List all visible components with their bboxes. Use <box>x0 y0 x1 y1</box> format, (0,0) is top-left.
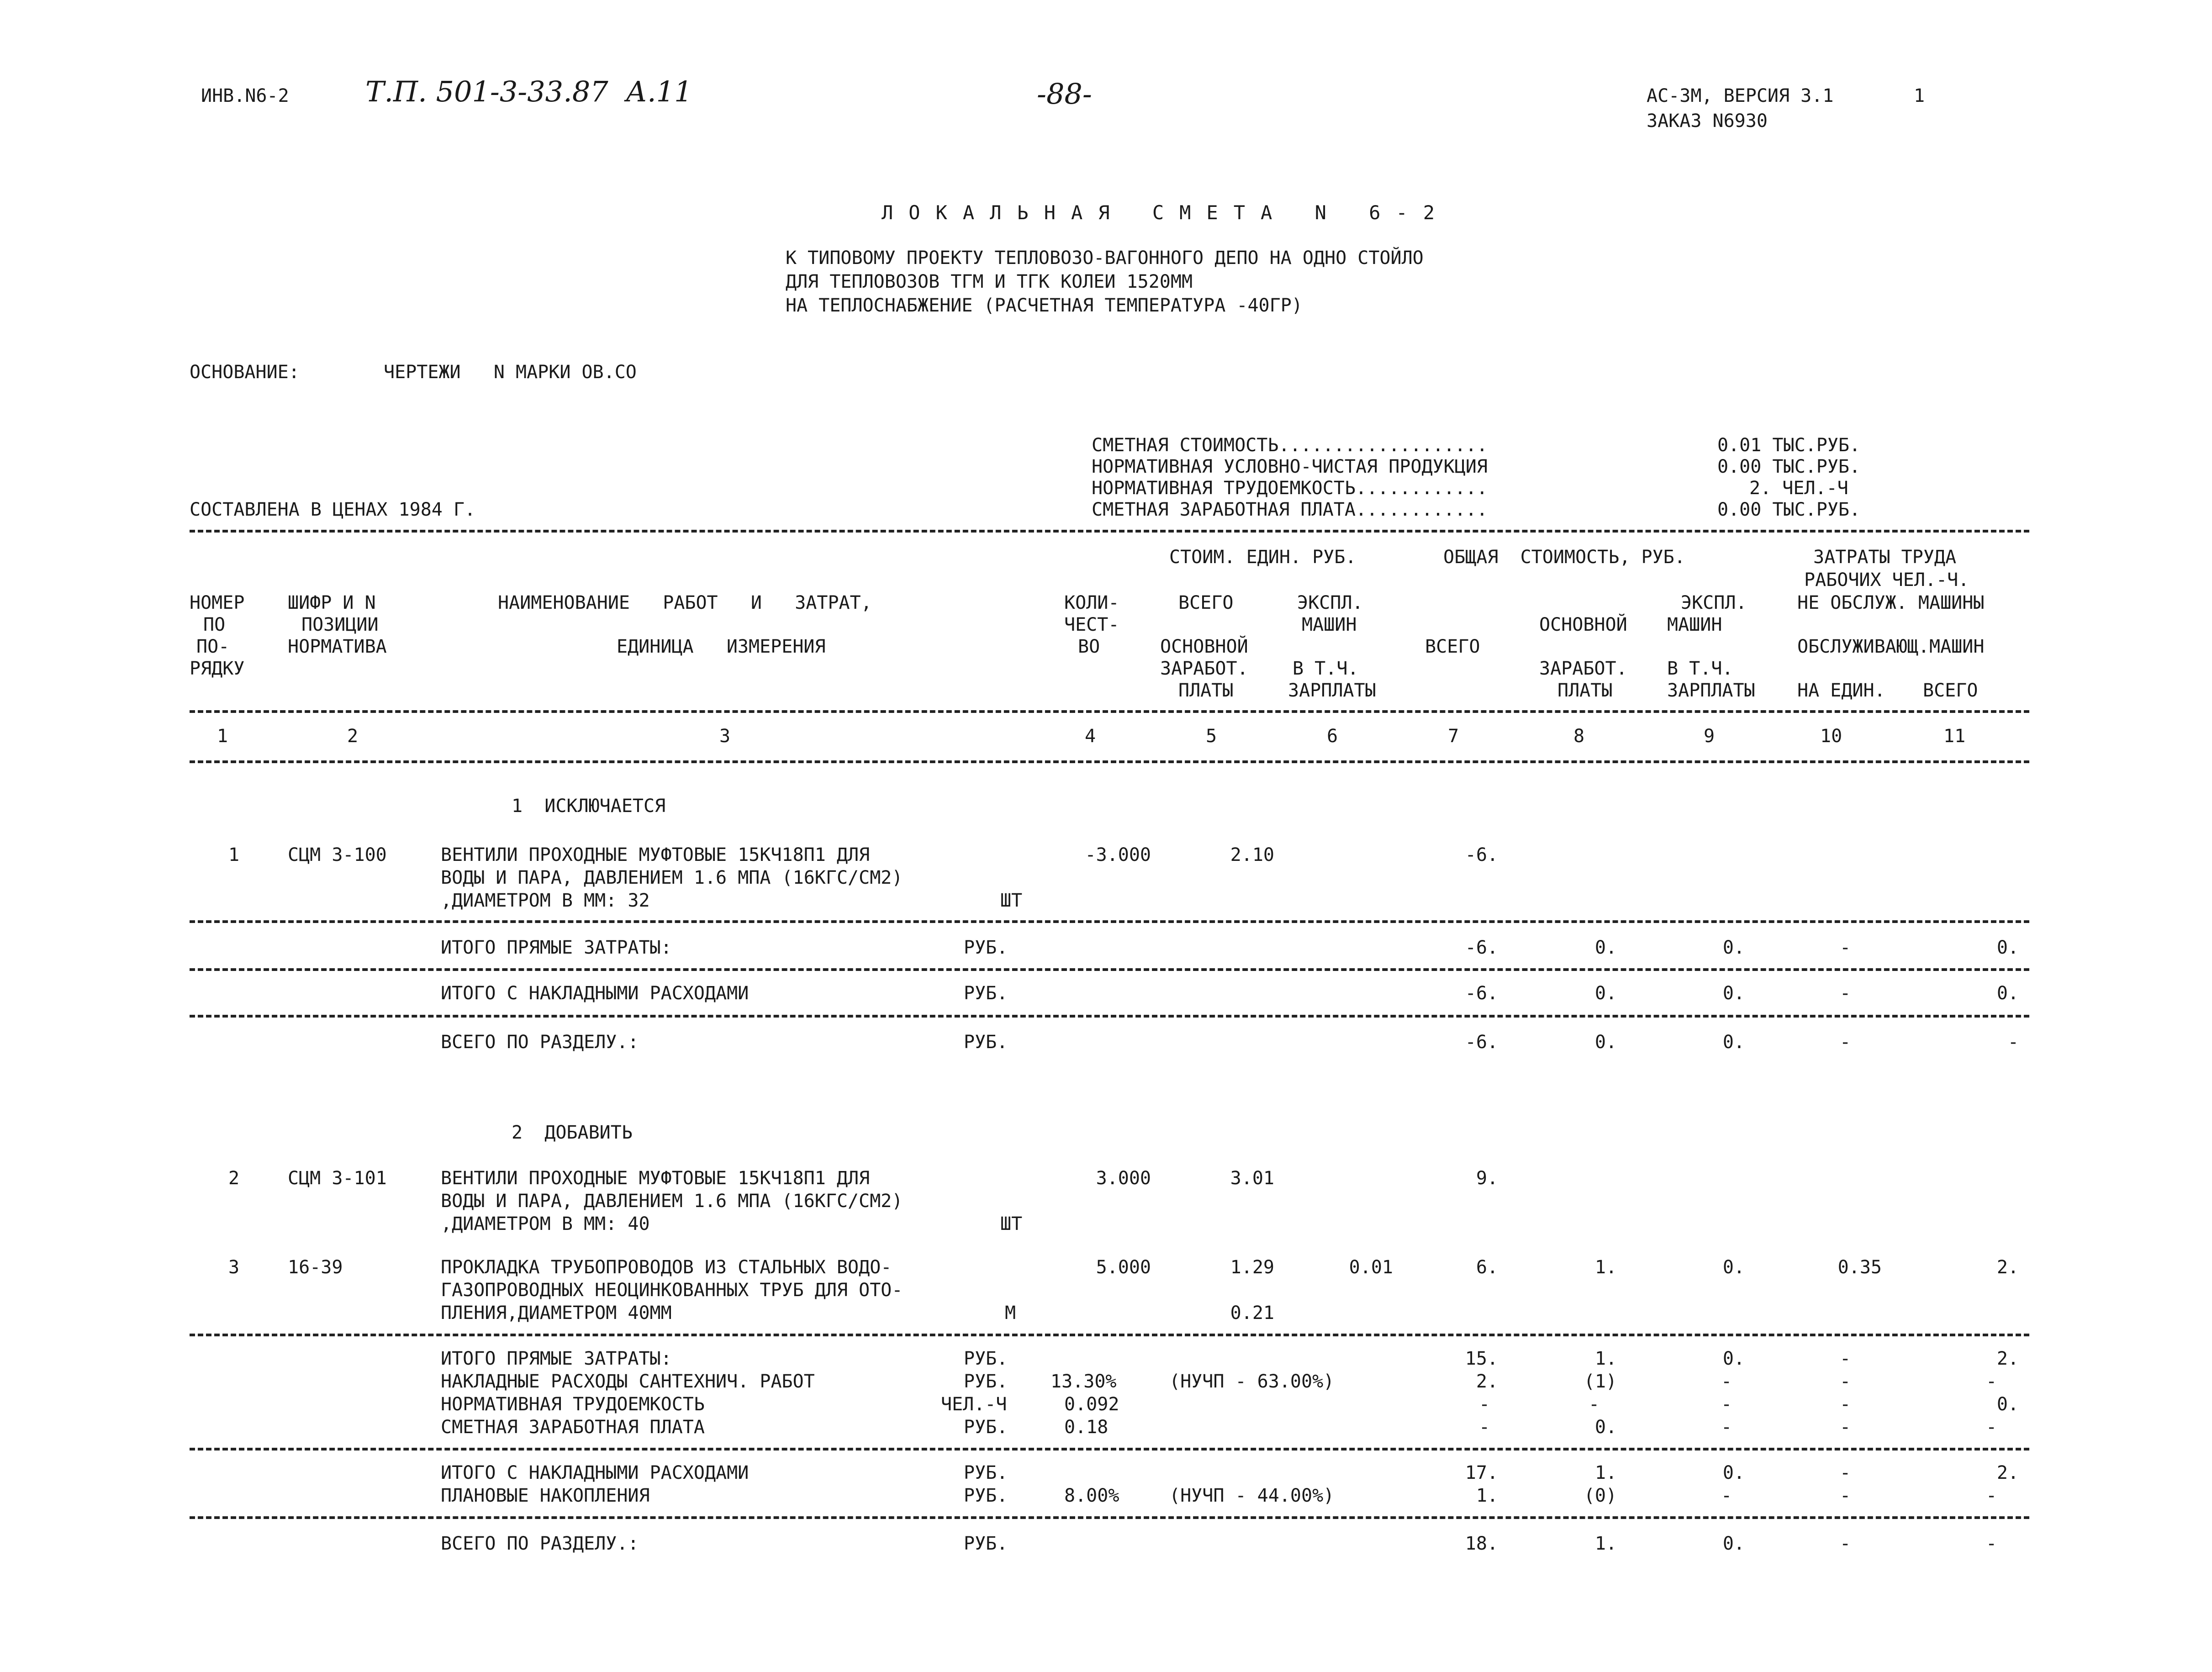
s2-planned-unit: РУБ. <box>964 1485 1008 1506</box>
s2-wage-c9: - <box>1721 1417 1732 1438</box>
colnum-8: 8 <box>1573 726 1585 747</box>
s2-labor-c10: - <box>1839 1394 1851 1415</box>
rule <box>190 1334 2029 1336</box>
s1-overhead-label: ИТОГО С НАКЛАДНЫМИ РАСХОДАМИ <box>441 983 749 1004</box>
row3-c8: 1. <box>1594 1257 1617 1278</box>
s1-total-c9: 0. <box>1722 1032 1745 1053</box>
hdr-col3-a: НАИМЕНОВАНИЕ РАБОТ И ЗАТРАТ, <box>498 592 872 613</box>
s1-overhead-unit: РУБ. <box>964 983 1008 1004</box>
s1-total-c10: - <box>1839 1032 1851 1053</box>
hdr-col4-c: ВО <box>1078 636 1100 657</box>
hdr-group-labor-b: РАБОЧИХ ЧЕЛ.-Ч. <box>1804 570 1969 591</box>
order-number: ЗАКАЗ N6930 <box>1647 111 1768 132</box>
s2-planned-note: (НУЧП - 44.00%) <box>1169 1485 1335 1506</box>
s2-wage-c7: - <box>1478 1417 1490 1438</box>
rule <box>190 920 2029 923</box>
s2-wage-c10: - <box>1839 1417 1851 1438</box>
prices-line: СОСТАВЛЕНА В ЦЕНАХ 1984 Г. <box>190 499 476 520</box>
row1-desc-1: ВЕНТИЛИ ПРОХОДНЫЕ МУФТОВЫЕ 15КЧ18П1 ДЛЯ <box>441 844 870 865</box>
hdr-col9-d: ЗАРПЛАТЫ <box>1667 680 1755 701</box>
colnum-2: 2 <box>347 726 359 747</box>
s1-total-unit: РУБ. <box>964 1032 1008 1053</box>
s2-direct-c9: 0. <box>1722 1348 1745 1369</box>
hdr-col4-b: ЧЕСТ- <box>1064 614 1119 635</box>
row3-qty: 5.000 <box>1096 1257 1151 1278</box>
s2-overhead-c11: - <box>1985 1371 1997 1392</box>
s2-planned-c9: - <box>1721 1485 1732 1506</box>
row2-num: 2 <box>228 1168 240 1189</box>
s2-overhead-pct: 13.30% <box>1051 1371 1117 1392</box>
row3-c10: 0.35 <box>1837 1257 1882 1278</box>
hdr-group-unit: СТОИМ. ЕДИН. РУБ. <box>1169 547 1357 568</box>
subtitle-line-1: К ТИПОВОМУ ПРОЕКТУ ТЕПЛОВОЗО-ВАГОННОГО ДЕПО НА ОДНО СТОЙЛО <box>786 248 1424 269</box>
s2-total-c11: - <box>1985 1533 1997 1554</box>
row2-total: 9. <box>1476 1168 1498 1189</box>
hdr-col10-a: НЕ ОБСЛУЖ. МАШИНЫ <box>1797 592 1985 613</box>
row1-num: 1 <box>228 844 240 865</box>
s2-with-overhead-unit: РУБ. <box>964 1462 1008 1483</box>
hdr-col9-b: МАШИН <box>1667 614 1722 635</box>
colnum-6: 6 <box>1327 726 1338 747</box>
section-1-heading: 1 ИСКЛЮЧАЕТСЯ <box>512 796 666 817</box>
summary-label-4: СМЕТНАЯ ЗАРАБОТНАЯ ПЛАТА............ <box>1092 499 1488 520</box>
s2-direct-c10: - <box>1839 1348 1851 1369</box>
hdr-col7: ВСЕГО <box>1425 636 1480 657</box>
row3-desc-1: ПРОКЛАДКА ТРУБОПРОВОДОВ ИЗ СТАЛЬНЫХ ВОДО- <box>441 1257 892 1278</box>
hdr-col4-a: КОЛИ- <box>1064 592 1119 613</box>
hdr-col10-b: ОБСЛУЖИВАЮЩ.МАШИН <box>1797 636 1985 657</box>
s2-labor-label: НОРМАТИВНАЯ ТРУДОЕМКОСТЬ <box>441 1394 705 1415</box>
s1-overhead-c10: - <box>1839 983 1851 1004</box>
s2-direct-c8: 1. <box>1594 1348 1617 1369</box>
s2-wage-c11: - <box>1985 1417 1997 1438</box>
s2-labor-c11: 0. <box>1996 1394 2019 1415</box>
hdr-col6-b: МАШИН <box>1302 614 1357 635</box>
row2-unit: ШТ <box>1000 1213 1023 1234</box>
program-version: АС-3М, ВЕРСИЯ 3.1 <box>1647 85 1834 106</box>
s2-overhead-c7: 2. <box>1476 1371 1498 1392</box>
hdr-col5-b: ОСНОВНОЙ <box>1160 636 1248 657</box>
colnum-4: 4 <box>1085 726 1096 747</box>
hdr-col2-b: ПОЗИЦИИ <box>301 614 379 635</box>
s1-overhead-c7: -6. <box>1465 983 1498 1004</box>
row3-unit: М <box>1005 1303 1016 1324</box>
s2-total-c10: - <box>1839 1533 1851 1554</box>
s1-direct-c9: 0. <box>1722 937 1745 958</box>
s2-labor-c7: - <box>1478 1394 1490 1415</box>
row1-price: 2.10 <box>1230 844 1274 865</box>
s2-labor-c9: - <box>1721 1394 1732 1415</box>
hdr-col2-a: ШИФР И N <box>288 592 376 613</box>
row2-desc-2: ВОДЫ И ПАРА, ДАВЛЕНИЕМ 1.6 МПА (16КГС/СМ2) <box>441 1191 903 1212</box>
colnum-3: 3 <box>719 726 731 747</box>
s2-direct-c7: 15. <box>1465 1348 1498 1369</box>
document-title: ЛОКАЛЬНАЯ СМЕТА N 6-2 <box>882 201 1451 224</box>
album-number: А.11 <box>626 75 692 108</box>
row3-c11: 2. <box>1996 1257 2019 1278</box>
s2-with-overhead-c9: 0. <box>1722 1462 1745 1483</box>
s2-wage-c8: 0. <box>1594 1417 1617 1438</box>
s2-direct-c11: 2. <box>1996 1348 2019 1369</box>
s2-overhead-unit: РУБ. <box>964 1371 1008 1392</box>
rule <box>190 710 2029 713</box>
row2-price: 3.01 <box>1230 1168 1274 1189</box>
s1-overhead-c11: 0. <box>1996 983 2019 1004</box>
row1-desc-2: ВОДЫ И ПАРА, ДАВЛЕНИЕМ 1.6 МПА (16КГС/СМ2) <box>441 867 903 888</box>
s1-total-c8: 0. <box>1594 1032 1617 1053</box>
s1-overhead-c9: 0. <box>1722 983 1745 1004</box>
sheet-number: 1 <box>1914 85 1925 106</box>
colnum-5: 5 <box>1206 726 1217 747</box>
row3-wage: 0.21 <box>1230 1303 1274 1324</box>
s2-planned-pct: 8.00% <box>1064 1485 1119 1506</box>
s2-overhead-note: (НУЧП - 63.00%) <box>1169 1371 1335 1392</box>
hdr-col1-b: ПО <box>203 614 226 635</box>
hdr-col8-b: ЗАРАБОТ. <box>1539 658 1627 679</box>
row1-unit: ШТ <box>1000 890 1023 911</box>
row1-qty: -3.000 <box>1085 844 1151 865</box>
project-number: Т.П. 501-3-33.87 <box>365 75 608 108</box>
s2-wage-pct: 0.18 <box>1064 1417 1109 1438</box>
s2-with-overhead-c7: 17. <box>1465 1462 1498 1483</box>
basis-label: ОСНОВАНИЕ: <box>190 362 300 383</box>
s1-direct-c10: - <box>1839 937 1851 958</box>
row2-desc-3: ,ДИАМЕТРОМ В ММ: 40 <box>441 1213 650 1234</box>
colnum-1: 1 <box>217 726 228 747</box>
row1-code: СЦМ 3-100 <box>288 844 387 865</box>
s2-labor-unit: ЧЕЛ.-Ч <box>941 1394 1007 1415</box>
s1-total-c11: - <box>2007 1032 2019 1053</box>
s2-labor-c8: - <box>1588 1394 1600 1415</box>
s2-direct-unit: РУБ. <box>964 1348 1008 1369</box>
s2-wage-label: СМЕТНАЯ ЗАРАБОТНАЯ ПЛАТА <box>441 1417 705 1438</box>
colnum-9: 9 <box>1704 726 1715 747</box>
row3-price: 1.29 <box>1230 1257 1274 1278</box>
s2-planned-c11: - <box>1985 1485 1997 1506</box>
rule <box>190 530 2029 533</box>
inventory-number: ИНВ.N6-2 <box>201 85 289 106</box>
row3-total: 6. <box>1476 1257 1498 1278</box>
s2-overhead-c8: (1) <box>1584 1371 1617 1392</box>
hdr-col6-c: В Т.Ч. <box>1293 658 1359 679</box>
rule <box>190 1015 2029 1018</box>
row2-qty: 3.000 <box>1096 1168 1151 1189</box>
hdr-col9-a: ЭКСПЛ. <box>1681 592 1747 613</box>
page-number: -88- <box>1037 77 1092 111</box>
s2-total-unit: РУБ. <box>964 1533 1008 1554</box>
summary-value-2: 0.00 ТЫС.РУБ. <box>1717 456 1861 477</box>
s2-total-c7: 18. <box>1465 1533 1498 1554</box>
row3-num: 3 <box>228 1257 240 1278</box>
s2-overhead-c9: - <box>1721 1371 1732 1392</box>
subtitle-line-2: ДЛЯ ТЕПЛОВОЗОВ ТГМ И ТГК КОЛЕИ 1520ММ <box>786 271 1193 292</box>
s1-direct-c11: 0. <box>1996 937 2019 958</box>
rule <box>190 1448 2029 1450</box>
s1-direct-unit: РУБ. <box>964 937 1008 958</box>
s2-with-overhead-c10: - <box>1839 1462 1851 1483</box>
s2-planned-label: ПЛАНОВЫЕ НАКОПЛЕНИЯ <box>441 1485 650 1506</box>
s2-direct-label: ИТОГО ПРЯМЫЕ ЗАТРАТЫ: <box>441 1348 672 1369</box>
hdr-col3-b: ЕДИНИЦА ИЗМЕРЕНИЯ <box>617 636 826 657</box>
hdr-col5-a: ВСЕГО <box>1178 592 1234 613</box>
hdr-col2-c: НОРМАТИВА <box>288 636 387 657</box>
s1-direct-c7: -6. <box>1465 937 1498 958</box>
row1-desc-3: ,ДИАМЕТРОМ В ММ: 32 <box>441 890 650 911</box>
hdr-col1-c: ПО- <box>196 636 230 657</box>
s2-total-c9: 0. <box>1722 1533 1745 1554</box>
hdr-col6-a: ЭКСПЛ. <box>1297 592 1363 613</box>
colnum-7: 7 <box>1448 726 1459 747</box>
s1-total-label: ВСЕГО ПО РАЗДЕЛУ.: <box>441 1032 639 1053</box>
s2-with-overhead-label: ИТОГО С НАКЛАДНЫМИ РАСХОДАМИ <box>441 1462 749 1483</box>
colnum-10: 10 <box>1820 726 1842 747</box>
summary-value-4: 0.00 ТЫС.РУБ. <box>1717 499 1861 520</box>
s1-total-c7: -6. <box>1465 1032 1498 1053</box>
s1-direct-c8: 0. <box>1594 937 1617 958</box>
row3-desc-2: ГАЗОПРОВОДНЫХ НЕОЦИНКОВАННЫХ ТРУБ ДЛЯ ОТО- <box>441 1280 903 1301</box>
hdr-col1-d: РЯДКУ <box>190 658 245 679</box>
hdr-col8-c: ПЛАТЫ <box>1557 680 1613 701</box>
s2-labor-pct: 0.092 <box>1064 1394 1119 1415</box>
s2-overhead-c10: - <box>1839 1371 1851 1392</box>
hdr-col1-a: НОМЕР <box>190 592 245 613</box>
summary-value-3: 2. ЧЕЛ.-Ч <box>1749 478 1848 499</box>
hdr-group-total: ОБЩАЯ СТОИМОСТЬ, РУБ. <box>1443 547 1685 568</box>
s2-total-label: ВСЕГО ПО РАЗДЕЛУ.: <box>441 1533 639 1554</box>
hdr-col8-a: ОСНОВНОЙ <box>1539 614 1627 635</box>
hdr-group-labor-a: ЗАТРАТЫ ТРУДА <box>1813 547 1957 568</box>
s2-planned-c10: - <box>1839 1485 1851 1506</box>
subtitle-line-3: НА ТЕПЛОСНАБЖЕНИЕ (РАСЧЕТНАЯ ТЕМПЕРАТУРА -40ГР) <box>786 295 1303 316</box>
summary-label-2: НОРМАТИВНАЯ УСЛОВНО-ЧИСТАЯ ПРОДУКЦИЯ <box>1092 456 1488 477</box>
summary-value-1: 0.01 ТЫС.РУБ. <box>1717 435 1861 456</box>
hdr-col10-c: НА ЕДИН. <box>1797 680 1885 701</box>
summary-label-1: СМЕТНАЯ СТОИМОСТЬ................... <box>1092 435 1488 456</box>
hdr-col5-c: ЗАРАБОТ. <box>1160 658 1248 679</box>
summary-label-3: НОРМАТИВНАЯ ТРУДОЕМКОСТЬ............ <box>1092 478 1488 499</box>
row2-desc-1: ВЕНТИЛИ ПРОХОДНЫЕ МУФТОВЫЕ 15КЧ18П1 ДЛЯ <box>441 1168 870 1189</box>
s2-wage-unit: РУБ. <box>964 1417 1008 1438</box>
row3-mach: 0.01 <box>1349 1257 1393 1278</box>
s2-overhead-label: НАКЛАДНЫЕ РАСХОДЫ САНТЕХНИЧ. РАБОТ <box>441 1371 815 1392</box>
row3-code: 16-39 <box>288 1257 343 1278</box>
colnum-11: 11 <box>1943 726 1966 747</box>
s2-with-overhead-c11: 2. <box>1996 1462 2019 1483</box>
rule <box>190 1516 2029 1519</box>
row2-code: СЦМ 3-101 <box>288 1168 387 1189</box>
row3-desc-3: ПЛЕНИЯ,ДИАМЕТРОМ 40ММ <box>441 1303 672 1324</box>
s1-direct-label: ИТОГО ПРЯМЫЕ ЗАТРАТЫ: <box>441 937 672 958</box>
section-2-heading: 2 ДОБАВИТЬ <box>512 1122 633 1143</box>
hdr-col9-c: В Т.Ч. <box>1667 658 1733 679</box>
hdr-col11: ВСЕГО <box>1923 680 1978 701</box>
rule <box>190 760 2029 763</box>
basis-value: ЧЕРТЕЖИ N МАРКИ ОВ.СО <box>384 362 637 383</box>
s2-planned-c8: (0) <box>1584 1485 1617 1506</box>
row1-total: -6. <box>1465 844 1498 865</box>
hdr-col6-d: ЗАРПЛАТЫ <box>1288 680 1376 701</box>
s2-with-overhead-c8: 1. <box>1594 1462 1617 1483</box>
hdr-col5-d: ПЛАТЫ <box>1178 680 1234 701</box>
s2-planned-c7: 1. <box>1476 1485 1498 1506</box>
s1-overhead-c8: 0. <box>1594 983 1617 1004</box>
row3-c9: 0. <box>1722 1257 1745 1278</box>
rule <box>190 968 2029 971</box>
s2-total-c8: 1. <box>1594 1533 1617 1554</box>
